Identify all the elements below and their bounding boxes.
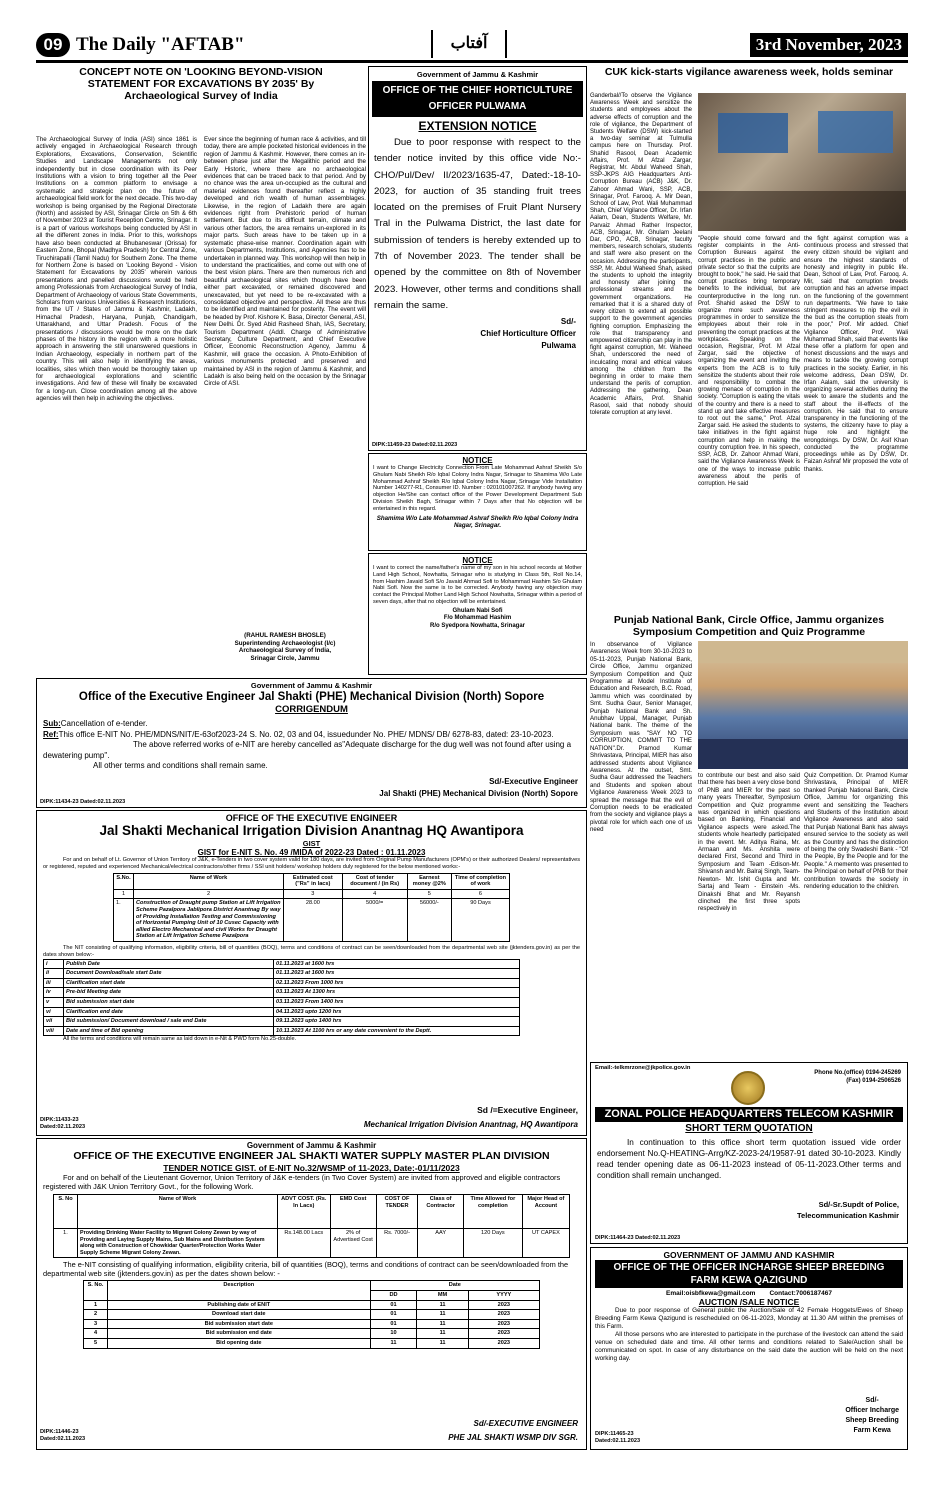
dates-row xyxy=(44,969,520,979)
dates-cell: Document Download/sale start Date xyxy=(64,969,274,979)
dates-row xyxy=(84,1329,540,1339)
corrigendum-terms: All other terms and conditions shall remain same. xyxy=(93,761,268,770)
dates-cell: 03.11.2023 At 1300 hrs xyxy=(274,988,520,998)
concept-note-article xyxy=(36,66,366,674)
dates-cell: i xyxy=(44,959,64,969)
tender-title: TENDER NOTICE GIST. of E-NIT No.32/WSMP of 11-2023, Date:-01/11/2023 xyxy=(163,1163,460,1173)
issue-date: 3rd November, 2023 xyxy=(750,33,908,57)
dates-cell: 2 xyxy=(84,1310,108,1320)
dates-table: S. No. Description Date DD MM YYYY 1 Publishing date of ENIT 01 11 2023 2 Download start date 01 11 2023 3 Bid submission start date 01 11 2023 4 Bid submission end date 10 11 2023 5 Bid opening date 11 11 2023 xyxy=(83,1280,540,1348)
dates-row xyxy=(84,1300,540,1310)
article-column-1: The Archaeological Survey of India (ASI) since 1861 is actively engaged in Archaeological Research through Explorations, Excavations, Conservation, Scientific Studies and Landscape Managements not only independently but in close coordination with its Peer Institutions with a vision to bring together all the Peer Institutions on a common platform to envisage a systematic and strategic plan on the future of archaeological field work for the next decade. This two-day workshop is being organised by the Regional Directorate (North) and assisted by ASI, Srinagar Circle on 5th & 6th of November 2023 at Tourist Reception Centre, Srinagar. It is a part of various workshops being conducted by ASI in all the different zones in India. Prior to this, workshops have also been conducted at Bhubaneswar (Orissa) for Eastern Zone, Bhopal (Madhya Pradesh) for Central Zone, Tiruchirapalli (Tamil Nadu) for Southern Zone. The theme for Northern Zone is based on 'Looking Beyond - Vision Statement for Excavations by 2035' wherein various presentations and panelled discussions would be held among Professionals from Archaeological Survey of India, Department of Archaeology of various State Governments, Scholars from various Universities & Research Institutions, from the UT / States of Jammu & Kashmir, Ladakh, Himachal Pradesh, Haryana, Punjab, Chandigarh, Uttarakhand, and Uttar Pradesh. Focus of the presentations / discussions would be more on the dark phases of the history in the region with a more holistic approach in answering the still unanswered questions in Indian Archaeology, especially in northern part of the country. This will also help in identifying the areas, localities, sites which then would be thoroughly taken up for archaeological explorations and scientific investigations. And few of these will finally be excavated for a long-run. Close coordination among all the above agencies will then help in achieving the objectives. xyxy=(36,136,197,403)
auction-body: Due to poor response of General public the Auction/Sale of 42 Female Hoggets/Ewes of Sheep Breeding Farm Kewa Qazigund is rescheduled on 06-11-2023, Monday at 11.30 AM within the premises of this Farm. xyxy=(595,1307,903,1330)
awantipora-gist xyxy=(36,810,587,1136)
quotation-title: SHORT TERM QUOTATION xyxy=(685,1123,813,1134)
dates-cell: Bid submission/ Document download / sale end Date xyxy=(64,1017,274,1027)
notice-title: NOTICE xyxy=(462,556,493,565)
dates-cell: 09.11.2023 upto 1400 hrs xyxy=(274,1017,520,1027)
electricity-notice xyxy=(368,453,587,551)
nit-info: The e-NIT consisting of qualifying information, eligibility criteria, bill of quantities (BOQ), terms and conditions of contract can be seen/downloaded from the departmental web site (jktenders.gov.in) as per the dates shown below: - xyxy=(43,1260,569,1279)
article-byline: Archaeological Survey of India xyxy=(124,90,278,102)
police-emblem-icon xyxy=(731,1071,765,1105)
article-column-1: Ganderbal//To observe the Vigilance Awareness Week and sensitize the students and employees about the adverse effects of corruption and the role of vigilance, the Department of Students Welfare (DSW) kick-started a two-day seminar at Tulmulla campus here on Thursday. Prof. Shahid Rasool, Dean Academic Affairs, Prof. M Afzal Zargar, Registrar, Mr. Abdul Waheed Shah, SSP-JKPS AIG Headquarters Anti-Corruption Bureau (ACB) J&K, Dr. Zahoor Ahmad Wani, SSP, ACB, Srinagar, Prof. Farooq. A. Mir Dean, School of Law, Prof. Wali Muhammad Shah, Chief Vigilance Officer, Dr. Irfan Aalam, Dean, Students Welfare, Mr. Parvaiz Ahmad Rather Inspector, ACB, Srinagar, Mr. Ghulam Jeelani Dar, CPO, ACB, Srinagar, faculty members, research scholars, students and staff were also present on the occasion. Addressing the participants, SSP, Mr. Abdul Waheed Shah, asked the students to uphold the integrity and honesty after joining the professional streams and the government organizations. He remarked that it is a shared duty of every citizen to extend all possible support to the government agencies fighting corruption. Emphasizing the role that transparency and empowered citizenship can play in the fight against corruption, Mr. Waheed Shah, underscored the need of inculcating moral and ethical values among the children from the beginning in order to make them understand the perils of corruption. Addressing the gathering, Dean Academic Affairs, Prof. Shahid Rasool, said that nobody should tolerate corruption at any level. xyxy=(590,93,692,416)
dates-table-wrap xyxy=(43,959,580,1037)
dates-cell: 11 xyxy=(417,1310,468,1320)
dates-cell: 01 xyxy=(370,1300,417,1310)
work-table-wrap xyxy=(43,871,580,942)
terms-note: All the terms and conditions will remain same as laid down in e-Nit & PWD form No.25-double. xyxy=(63,1036,297,1043)
signature-block: Sd/- Officer Incharge Sheep Breeding Farm Kewa xyxy=(845,1397,899,1434)
dates-cell: ii xyxy=(44,969,64,979)
article-column-2: to contribute our best and also said that there has been a very close bond of PNB and MIER for the past so many years Thereafter, Symposium Competition and Quiz programme was organized in which questions based on Banking, Financial and Vigilance aspects were asked.The students whole heartedly participated in the event. Mr. Aditya Raina, Mr. Armaan and Ms. Anshita were declared First, Second and Third in Symposium and Team -Edison-Mr. Shivansh and Mr. Balraj Singh, Team-Newton- Mr. Ishit Gupta and Mr. Sartaj and Team - Einstein -Ms. Dinakshi Bhat and Mr. Reyansh clinched the first three spots respectively in xyxy=(698,772,800,913)
dipk-number: DIPK:11433-23 Dated:02.11.2023 xyxy=(40,1117,86,1130)
contact-line: Email:oisbfkewa@gmail.com Contact:7006187467 xyxy=(666,1290,832,1297)
dates-cell: 01 xyxy=(370,1319,417,1329)
office-heading: OFFICE OF THE CHIEF HORTICULTURE OFFICER PULWAMA xyxy=(372,81,583,117)
dates-cell: viii xyxy=(44,1026,64,1036)
article-headline: CUK kick-starts vigilance awareness week, holds seminar xyxy=(604,66,894,78)
dates-cell: 2023 xyxy=(468,1329,539,1339)
dates-cell: vii xyxy=(44,1017,64,1027)
newspaper-name: The Daily "AFTAB" xyxy=(76,34,245,55)
gist-title: GIST for E-NIT S. No. 49 /MIDA of 2022-23 Dated : 01.11.2023 xyxy=(197,848,426,857)
dates-row xyxy=(84,1338,540,1348)
dates-cell: 01.11.2023 at 1600 hrs xyxy=(274,969,520,979)
signature-block: (RAHUL RAMESH BHOSLE) Superintending Archaeologist (I/c) Archaeological Survey of India, Srinagar Circle, Jammu xyxy=(234,632,336,662)
gist-label: GIST xyxy=(302,839,321,848)
dates-cell: Publish Date xyxy=(64,959,274,969)
dates-cell: 10 xyxy=(370,1329,417,1339)
dates-row xyxy=(44,997,520,1007)
dates-cell: Bid submission end date xyxy=(108,1329,371,1339)
dates-table xyxy=(43,959,520,1037)
signature-office: Jal Shakti (PHE) Mechanical Division (North) Sopore xyxy=(379,789,578,798)
dates-row xyxy=(44,1017,520,1027)
work-table-wrap xyxy=(43,1191,580,1258)
dates-cell: iii xyxy=(44,978,64,988)
notice-body: I want to correct the name/father's name of my son in his school records at Mother Land High School, Nowhatta, Srinagar who is studying in Class 5th, Roll No.14, from Hashim Javaid Sofi S/o Javaid Ahmad Sofi to Mohammad Hashim S/o Ghulam Nabi Sofi. Now the same is to be corrected. Anybody having any objection may contact the Principal Mother Land High School Nowhatta, Srinagar within a period of seven days, after that no objection will be entertained. xyxy=(373,565,582,605)
page-number: 09 xyxy=(36,33,70,57)
dates-cell: Pre-bid Meeting date xyxy=(64,988,274,998)
article-column-3: the fight against corruption was a continuous process and stressed that every citizen should be vigilant and ensure the highest standards of honesty and integrity in public life. Dean, School of Law, Prof. Farooq. A. Mir, said that corruption breeds corruption and has an adverse impact on the functioning of the government run departments. "We have to take stringent measures to nip the evil in the bud as the corruption steals from the poor," Prof. Mir added. Chief Vigilance Officer, Prof. Wali Muhammad Shah, said that events like these offer a platform for open and honest discussions and the ways and means to tackle the growing corrupt practices in the society. Earlier, in his welcome address, Dean DSW, Dr. Irfan Aalam, said the university is organizing several activities during the week to aware the students and the staff about the ill-effects of the corruption. He said that to ensure transparency in the functioning of the systems, the citizenry have to play a huge role and highlight the wrongdoings. Dy DSW, Dr. Asif Khan conducted the programme proceedings while as Dy DSW, Dr. Faizan Ashraf Mir proposed the vote of thanks. xyxy=(804,236,908,473)
dates-cell: v xyxy=(44,997,64,1007)
dates-row xyxy=(84,1310,540,1320)
group-photo xyxy=(698,641,908,769)
article-title: CONCEPT NOTE ON 'LOOKING BEYOND-VISION STATEMENT FOR EXCAVATIONS BY 2035' By xyxy=(79,66,323,90)
auction-title: AUCTION /SALE NOTICE xyxy=(698,1297,800,1307)
pnb-article xyxy=(590,614,908,1059)
auction-body-2: All those persons who are interested to participate in the purchase of the livestock can attend the said venue on scheduled date and time. All other terms and conditions related to Sale/Auction shall be communicated on spot. In case of any disturbance on the said date the auction will be held on the next working day. xyxy=(595,1331,903,1362)
article-column-2: "People should come forward and register complaints in the Anti-Corruption Bureaus against the corrupt practices in the public and private sector so that the culprits are brought to book," he said. He said that corrupt practices bring temporary benefits to the individual, but are counterproductive in the long run. Prof. Shahid asked the DSW to organize more such awareness programmes in order to sensitize the employees about their role in preventing the corrupt practices at the workplaces. Speaking on the occasion, Registrar, Prof. M Afzal Zargar, said the objective of organizing the event and inviting the experts from the ACB is to fully sensitize the students about their role and responsibility to combat the growing menace of corruption in the society. "Corruption is eating the vitals of the country and there is a need to stand up and take effective measures to root out the same," Prof. Afzal Zargar said. He asked the students to take initiatives in the fight against corruption and help in making the country corruption free. In his speech, SSP, ACB, Dr. Zahoor Ahmad Wani, said the Vigilance Awareness Week is one of the ways to increase public awareness about the perils of corruption. He said xyxy=(698,236,800,487)
phone-block: Phone No.(office) 0194-245269 (Fax) 0194-2506526 xyxy=(814,1070,901,1084)
dates-cell: 02.11.2023 From 1000 hrs xyxy=(274,978,520,988)
article-headline: Punjab National Bank, Circle Office, Jammu organizes Symposium Competition and Quiz Programme xyxy=(613,614,885,638)
dates-row xyxy=(44,988,520,998)
wsmp-tender-notice xyxy=(36,1138,587,1450)
dipk-number: DIPK:11459-23 Dated:02.11.2023 xyxy=(372,442,458,448)
article-column-3: Quiz Competition. Dr. Pramod Kumar Shrivastava, Principal of MIER thanked Punjab National Bank, Circle Office, Jammu for organizing this event and sensitizing the Teachers and Students of the Institution about Vigilance Awareness and also said that Punjab National Bank has always ensured service to the society as well as the Country and has the distinction of being the only Swadeshi Bank - "Of the People, By the People and for the People." A memento was presented to the Principal on behalf of PNB for their contribution towards the society in rendering education to the children. xyxy=(804,772,908,891)
dipk-number: DIPK:11464-23 Dated:02.11.2023 xyxy=(595,1235,681,1241)
dates-cell: iv xyxy=(44,988,64,998)
dates-cell: 03.11.2023 From 1400 hrs xyxy=(274,997,520,1007)
dates-cell: Bid submission start date xyxy=(64,997,274,1007)
dates-cell: 10.11.2023 At 1100 hrs or any date convenient to the Deptt. xyxy=(274,1026,520,1036)
dates-row xyxy=(44,1026,520,1036)
nit-info: The NIT consisting of qualifying information, eligibility criteria, bill of quantities (BOQ), terms and conditions of contract can be seen/downloaded from the departmental web site (jktenders.gov.in) as per the dates shown below:- xyxy=(43,944,580,958)
gov-heading: Government of Jammu & Kashmir xyxy=(250,681,373,690)
dates-cell: Date and time of Bid opening xyxy=(64,1026,274,1036)
telecom-quotation xyxy=(590,1062,908,1244)
dates-row xyxy=(44,959,520,969)
dipk-number: DIPK:11434-23 Dated:02.11.2023 xyxy=(40,799,126,805)
dates-cell: Clarification start date xyxy=(64,978,274,988)
notice-title: NOTICE xyxy=(462,456,493,465)
dates-cell: Clarification end date xyxy=(64,1007,274,1017)
dipk-number: DIPK:11446-23 Dated:02.11.2023 xyxy=(40,1429,86,1442)
gist-intro: For and on behalf of Lt. Governor of Union Territory of J&K, e-Tenders in two cover system valid for 180 days, are invited from Original Pump Manufacturers (OPM's) or their authorized Dealers/ representatives or registered, reputed and experienced Mechanical/electrical contractors/other firms / SSI unit holders/ workshop holders duly registered for the below mentioned works:- xyxy=(43,857,580,870)
signature-office: Mechanical Irrigation Division Anantnag, HQ Awantipora xyxy=(363,1120,578,1129)
gov-heading: GOVERNMENT OF JAMMU AND KASHMIR xyxy=(663,1250,835,1260)
dates-cell: 5 xyxy=(84,1338,108,1348)
dates-cell: 04.11.2023 upto 1200 hrs xyxy=(274,1007,520,1017)
dates-cell: 11 xyxy=(417,1300,468,1310)
signature-office: PHE JAL SHAKTI WSMP DIV SGR. xyxy=(448,1433,578,1442)
office-heading: OFFICE OF THE EXECUTIVE ENGINEER JAL SHAKTI WATER SUPPLY MASTER PLAN DIVISION xyxy=(73,1150,550,1162)
dates-cell: 2023 xyxy=(468,1310,539,1320)
signature-block: Sd/- Chief Horticulture Officer Pulwama xyxy=(480,317,576,351)
dates-cell: Publishing date of ENIT xyxy=(108,1300,371,1310)
dates-cell: Bid submission start date xyxy=(108,1319,371,1329)
corrigendum-title: CORRIGENDUM xyxy=(275,704,348,715)
article-column-1: In observance of Vigilance Awareness Week from 30-10-2023 to 05-11-2023, Punjab National Bank, Circle Office, Jammu organized Symposium Competition and Quiz Programme at Model Institute of Education and Research, B.C. Road, Jammu which was coordinated by Smt. Sudha Gaur, Senior Manager, Punjab National Bank and Sh. Anubhav Uppal, Manager, Punjab National bank. The theme of the Symposium was "SAY NO TO CORRUPTION, COMMIT TO THE NATION".Dr. Pramod Kumar Shrivastava, Principal, MIER has also addressed students about Vigilance Awareness. At the outset, Smt. Sudha Gaur addressed the Teachers and Students and spoken about Vigilance Awareness Week 2023 to spread the message that the evil of Corruption needs to be eradicated from the society and vigilance plays a pivotal role for which each one of us need xyxy=(590,641,692,834)
gov-heading: Government of Jammu & Kashmir xyxy=(416,70,539,79)
dates-cell: 01 xyxy=(370,1310,417,1320)
dates-cell: vi xyxy=(44,1007,64,1017)
dates-row xyxy=(44,978,520,988)
office-heading: OFFICE OF THE OFFICER INCHARGE SHEEP BREEDING FARM KEWA QAZIGUND xyxy=(595,1260,903,1288)
tender-intro: For and on behalf of the Lieutenant Governor, Union Territory of J&K e-tenders (in Two Cover System) are invited from approved and eligible contractors registered with J&K Union Territory Govt., for the following Work. xyxy=(43,1173,561,1191)
signature-line: Sd/-Executive Engineer xyxy=(489,777,578,786)
office-heading: Office of the Executive Engineer Jal Shakti (PHE) Mechanical Division (North) Sopore xyxy=(78,691,545,703)
notice-body: Due to poor response with respect to the tender notice invited by this office vide No:- CHO/Pul/Dev/ II/2023/1635-47, Dated:-18-10-2023, for auction of 35 standing fruit trees located on the premises of Fruit Plant Nursery Tral in the Pulwama District, the last date for submission of tenders is hereby extended up to 7th of November 2023. The tender shall be opened by the committee on 8th of November 2023. However, other terms and conditions shall remain the same. xyxy=(374,137,581,311)
email-line: Email:-telkmrzone@jkpolice.gov.in xyxy=(595,1065,691,1071)
office-heading: ZONAL POLICE HEADQUARTERS TELECOM KASHMIR xyxy=(595,1107,903,1122)
division-heading: Jal Shakti Mechanical Irrigation Division Anantnag HQ Awantipora xyxy=(99,823,524,838)
dates-cell: 4 xyxy=(84,1329,108,1339)
dates-table-wrap xyxy=(43,1278,580,1348)
sheep-farm-auction xyxy=(590,1247,908,1450)
dates-row xyxy=(44,1007,520,1017)
dates-cell: 11 xyxy=(370,1338,417,1348)
header-rule xyxy=(36,60,908,63)
work-table: S.No. Name of Work Estimated cost ("Rs" in lacs) Cost of tender document / (in Rs) Earnest money @2% Time of completion of work 1 2 3 4 5 6 1. Construction of Draught pump Station at Lift Irrigation Scheme Pazalpora Jablipora District Anantnag By way of Providing Installation Testing and Commissioning of Horizontal Pumping Unit of 10 Cusec Capacity with allied Electro Mechanical and civil Works for Draught Station at Lift Irrigation Scheme Pazalpora 28.00 5000/= 56000/- 90 Days xyxy=(113,873,510,942)
signature-line: Sd/-EXECUTIVE ENGINEER xyxy=(473,1419,578,1428)
office-heading: OFFICE OF THE EXECUTIVE ENGINEER xyxy=(225,813,398,823)
quotation-body: In continuation to this office short term quotation issued vide order endorsement No.Q-HEATING-Arrg/KZ-2023-24/19587-91 dated 30-10-2023. Kindly read tender opening date as 06-11-2023 instead of 05-11-2023.Other terms and condition shall remain unchanged. xyxy=(597,1138,901,1180)
gov-heading: Government of Jammu & Kashmir xyxy=(246,1141,377,1150)
dates-cell: 2023 xyxy=(468,1300,539,1310)
notice-body: I want to Change Electricity Connection From Late Mohammad Ashraf Sheikh S/o Ghulam Nabi Sheikh R/o Iqbal Colony Indra Nagar, Srinagar to Shamima W/o Late Mohammad Ashraf Sheikh R/o Iqbal Colony Indra Nagar, Srinagar Vide Installation Number 140277-R1, Consumer ID. Number : 020101007262. If anybody having any objection He/She can contact office of the Power Development Department Sub Division Sheikh Bagh, Srinagar within 7 Days after that No objection will be entertained in this regard. xyxy=(373,465,582,512)
signature-block: Sd/-Sr.Supdt of Police, Telecommunication Kashmir xyxy=(797,1200,899,1220)
dates-row xyxy=(84,1319,540,1329)
notice-signature: Shamima W/o Late Mohammad Ashraf Sheikh R/o Iqbal Colony Indra Nagar, Srinagar. xyxy=(376,514,579,530)
subject-line: Sub:Cancellation of e-tender. xyxy=(43,719,148,728)
corrigendum-body: The above referred works of e-NIT are hereby cancelled as"Adequate discharge for the dug well was not found after using a dewatering pump". xyxy=(43,740,572,760)
dipk-number: DIPK:11465-23 Dated:02.11.2023 xyxy=(595,1431,641,1444)
dates-cell: 11 xyxy=(417,1329,468,1339)
dates-cell: 3 xyxy=(84,1319,108,1329)
notice-title: EXTENSION NOTICE xyxy=(418,119,537,133)
work-table: S. No Name of Work ADVT COST. (Rs. In Lacs) EMD Cost COST OF TENDER Class of Contractor Time Allowed for completion Major Head of Account 1. Providing Drinking Water Facility to Migrant Colony Zewan by way of Providing and Laying Supply Mains, Sub Mains and Distribution System along with Construction of Chowkidar Quarter/Protection Works Water Supply Scheme Migrant Colony Zewan. Rs.148.00 Lacs 2% of Advertised Cost Rs. 7000/- AAY 120 Days UT CAPEX xyxy=(53,1194,570,1258)
dates-cell: 2023 xyxy=(468,1319,539,1329)
sopore-corrigendum xyxy=(36,678,587,808)
dates-cell: 11 xyxy=(417,1338,468,1348)
dates-cell: 1 xyxy=(84,1300,108,1310)
name-correction-notice xyxy=(368,553,587,675)
seminar-photo xyxy=(698,93,906,231)
dates-cell: 2023 xyxy=(468,1338,539,1348)
newspaper-logo: آفتاب xyxy=(431,30,507,58)
cuk-article xyxy=(590,66,908,611)
signature-line: Sd /=Executive Engineer, xyxy=(477,1105,578,1115)
notice-signature: Ghulam Nabi Sofi F/o Mohammad Hashim R/o Syedpora Nowhatta, Srinagar xyxy=(429,607,526,629)
dates-cell: Download start date xyxy=(108,1310,371,1320)
reference-line: Ref:This office E-NIT No. PHE/MDNS/NIT/E-63of2023-24 S. No. 02, 03 and 04, issuedunder No. PHE/ MDNS/ DB/ 6278-83, dated: 23-10-2023. xyxy=(43,729,554,739)
horticulture-notice xyxy=(368,66,587,451)
dates-cell: 01.11.2023 at 1600 hrs xyxy=(274,959,520,969)
dates-cell: Bid opening date xyxy=(108,1338,371,1348)
dates-cell: 11 xyxy=(417,1319,468,1329)
article-column-2: Ever since the beginning of human race & activities, and till today, there are ample pocketed historical evidences in the region of Jammu & Kashmir. However, there comes an in-between phase just after the Megalithic period and the Early Historic, where there are no archaeological evidences that can be traced back to that period. And by no chance was the area un-occupied as the cultural and material evidences found thereafter reflect a highly developed and rich wealth of human assemblages. Likewise, in the region of Ladakh there are again evidences right from Prehistoric period of human settlement. But due to its difficult terrain, climate and various other factors, the area remains un-explored in its major parts. Such areas have to be taken up in a systematic phase-wise manner. Coordination again with various Departments, Institutions, and Agencies has to be undertaken in planned way. This workshop will then help in to understand the practicalities, and come out with one of the best vision plans. There are then numerous rich and beautiful archaeological sites which though have been either part excavated, or remained discovered and unexcavated, but yet need to be re-excavated with a consolidated objective and perspective. All these are thus to be identified and maintained for posterity. The event will be headed by Prof. Kishore K. Basa, Director General, ASI, New Delhi. Dr. Syed Abid Rasheed Shah, IAS, Secretary, Tourism Department (Addl. Charge of Administrative Secretary, Culture Department, and Chief Executive Officer, Economic Reconstruction Agency, Jammu & Kashmir, will grace the occasion. A Photo-Exhibition of various monuments protected and preserved and maintained by ASI in the region of Jammu & Kashmir, and Ladakh is also being held on the occasion by the Srinagar Circle of ASI. xyxy=(204,136,366,388)
masthead xyxy=(36,33,908,59)
